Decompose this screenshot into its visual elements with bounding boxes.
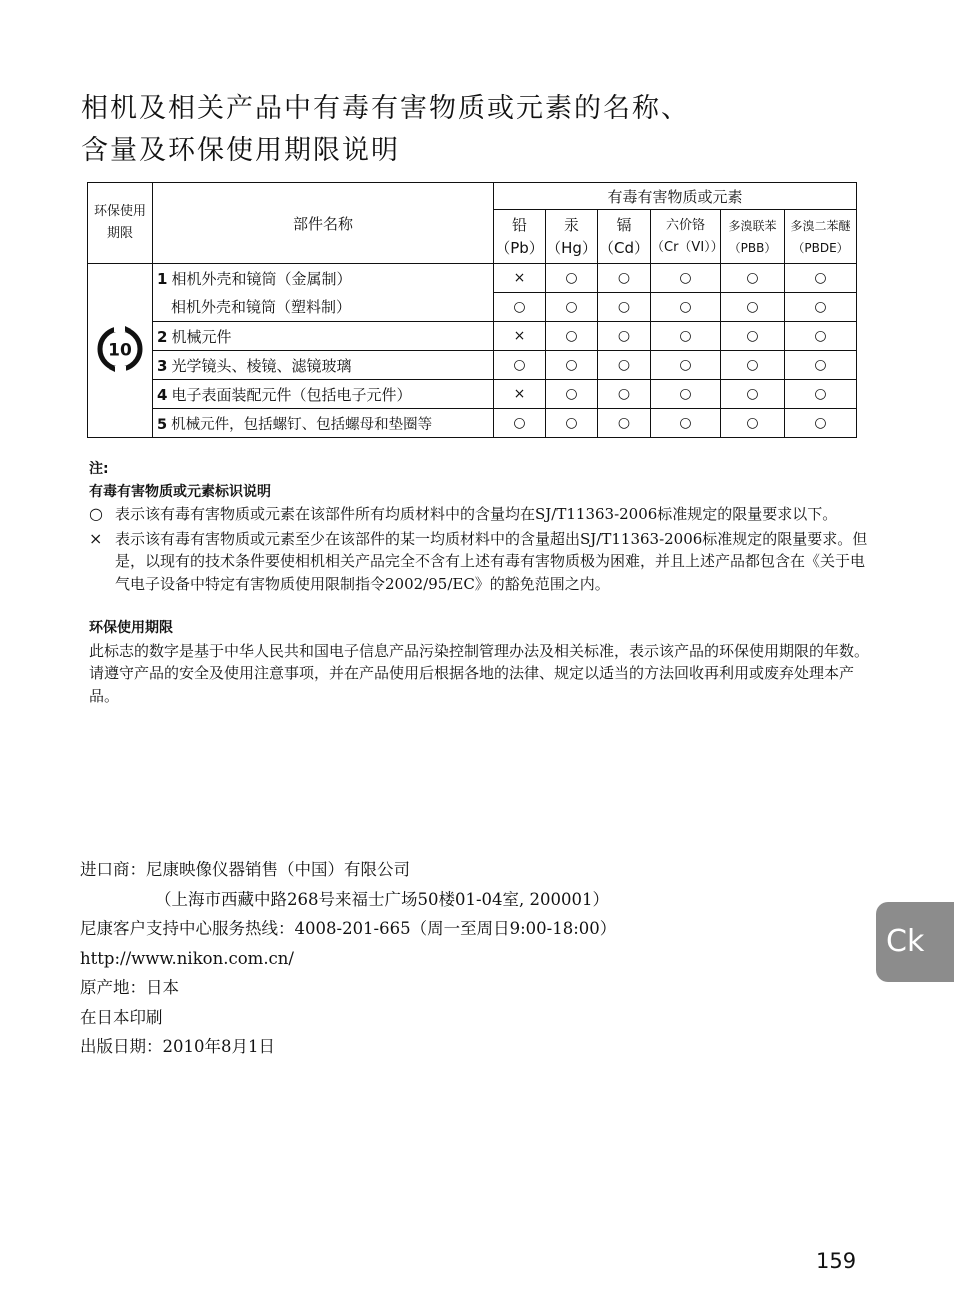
column-name: 六价铬 (665, 217, 705, 233)
part-name (153, 409, 494, 438)
column-symbol: （PBB） (728, 240, 777, 255)
substance-mark: ○ (546, 380, 598, 409)
substance-mark: ○ (651, 322, 721, 351)
substance-mark: ○ (598, 380, 651, 409)
substance-mark: ○ (651, 351, 721, 380)
column-name: 多溴联苯 (728, 218, 777, 233)
origin: 原产地：日本 (80, 978, 179, 997)
legend-cross (89, 528, 869, 596)
address: （上海市西藏中路268号来福士广场50楼01-04室, 200001） (155, 889, 610, 909)
substance-mark: ○ (785, 264, 857, 293)
table-row (88, 351, 857, 380)
eco-period-logo (97, 326, 143, 372)
part-number: 4 (157, 385, 168, 404)
substance-mark: ○ (598, 264, 651, 293)
part-name (153, 322, 494, 351)
column-header (546, 210, 598, 264)
substance-mark: ○ (721, 293, 785, 322)
substance-mark: ○ (546, 264, 598, 293)
period-text: 此标志的数字是基于中华人民共和国电子信息产品污染控制管理办法及相关标准，表示该产品的环保使用期限的年数。请遵守产品的安全及使用注意事项，并在产品使用后根据各地的法律、规定以适当的方法回收再利用或废弃处理本产品。 (89, 641, 870, 705)
hotline: 尼康客户支持中心服务热线：4008-201-665（周一至周日9:00-18:00） (80, 919, 617, 938)
title-line-2: 含量及环保使用期限说明 (81, 135, 400, 166)
website-link[interactable]: http://www.nikon.com.cn/ (80, 948, 294, 968)
part-number: 3 (157, 356, 168, 375)
language-tab: Ck (876, 902, 954, 982)
eco-period-logo-cell (88, 264, 153, 438)
substance-mark: ○ (785, 293, 857, 322)
part-label: 相机外壳和镜筒（塑料制） (171, 298, 352, 317)
substance-mark: ○ (494, 409, 546, 438)
column-name: 汞 (563, 215, 579, 234)
printed-in: 在日本印刷 (80, 1007, 163, 1027)
substance-mark: × (494, 380, 546, 409)
part-name (153, 293, 494, 322)
circle-symbol: ○ (89, 504, 103, 523)
column-symbol: （Hg） (546, 238, 597, 257)
substance-mark: ○ (785, 380, 857, 409)
substance-mark: ○ (721, 409, 785, 438)
substance-mark: ○ (651, 264, 721, 293)
part-label: 机械元件，包括螺钉、包括螺母和垫圈等 (171, 416, 433, 433)
substance-mark: ○ (785, 409, 857, 438)
page-number: 159 (816, 1249, 857, 1273)
table-row (88, 264, 857, 293)
table-row (88, 380, 857, 409)
legend-heading: 有毒有害物质或元素标识说明 (89, 483, 271, 500)
substance-mark: ○ (598, 322, 651, 351)
header-part-name: 部件名称 (153, 183, 494, 264)
part-label: 光学镜头、棱镜、滤镜玻璃 (171, 356, 352, 375)
page-title (81, 88, 690, 172)
period-heading: 环保使用期限 (89, 620, 173, 636)
substance-mark: ○ (546, 351, 598, 380)
column-name: 多溴二苯醚 (790, 218, 851, 233)
substance-mark: ○ (721, 351, 785, 380)
part-number: 1 (157, 269, 168, 288)
legend-circle-text: 表示该有毒有害物质或元素在该部件所有均质材料中的含量均在SJ/T11363-2006标准规定的限量要求以下。 (115, 505, 838, 523)
column-header (598, 210, 651, 264)
cross-symbol: × (89, 528, 103, 548)
column-symbol: （PBDE） (792, 240, 849, 255)
column-symbol: （Cr（VI）） (651, 239, 724, 255)
substance-mark: ○ (721, 264, 785, 293)
part-label: 机械元件 (171, 327, 232, 346)
part-number: 2 (157, 327, 168, 346)
importer: 进口商：尼康映像仪器销售（中国）有限公司 (80, 860, 410, 879)
substance-mark: × (494, 264, 546, 293)
substance-mark: ○ (651, 380, 721, 409)
substance-mark: ○ (494, 293, 546, 322)
publication-date: 出版日期：2010年8月1日 (80, 1037, 275, 1056)
column-header (721, 210, 785, 264)
substance-mark: ○ (546, 409, 598, 438)
substance-mark: ○ (721, 380, 785, 409)
substance-mark: ○ (598, 351, 651, 380)
column-symbol: （Pb） (495, 238, 544, 257)
hazardous-substances-table (87, 182, 857, 438)
substance-mark: ○ (598, 409, 651, 438)
legend-circle (89, 503, 869, 526)
footer-info (80, 855, 616, 1062)
substance-mark: × (494, 322, 546, 351)
column-header (785, 210, 857, 264)
substance-mark: ○ (494, 351, 546, 380)
part-label: 电子表面装配元件（包括电子元件） (171, 385, 412, 404)
substance-mark: ○ (598, 293, 651, 322)
table-row (88, 409, 857, 438)
title-line-1: 相机及相关产品中有毒有害物质或元素的名称、 (81, 93, 690, 124)
table-row (88, 293, 857, 322)
substance-mark: ○ (721, 322, 785, 351)
column-name: 铅 (511, 215, 527, 234)
column-header (651, 210, 724, 264)
substance-mark: ○ (546, 293, 598, 322)
notes-label: 注: (89, 461, 109, 477)
substance-mark: ○ (785, 322, 857, 351)
substance-mark: ○ (785, 351, 857, 380)
substance-mark: ○ (546, 322, 598, 351)
part-number: 5 (157, 416, 168, 433)
header-period: 环保使用期限 (88, 183, 153, 264)
notes-section (89, 458, 869, 707)
column-header (494, 210, 546, 264)
header-substances: 有毒有害物质或元素 (494, 183, 857, 210)
legend-cross-text: 表示该有毒有害物质或元素至少在该部件的某一均质材料中的含量超出SJ/T11363-2006标准规定的限量要求。但是，以现有的技术条件要使相机相关产品完全不含有上述有毒有害物质极为困难，并且上述产品都包含在《关于电气电子设备中特定有害物质使用限制指令2002/95/EC》的豁免范围之内。 (115, 529, 868, 593)
table-row (88, 322, 857, 351)
eco-period-number: 10 (108, 340, 132, 360)
part-name (153, 380, 494, 409)
column-name: 镉 (616, 215, 632, 234)
column-symbol: （Cd） (599, 238, 649, 257)
part-name (153, 351, 494, 380)
substance-mark: ○ (651, 293, 721, 322)
substance-mark: ○ (651, 409, 721, 438)
part-label: 相机外壳和镜筒（金属制） (171, 269, 352, 288)
part-name (153, 264, 494, 293)
